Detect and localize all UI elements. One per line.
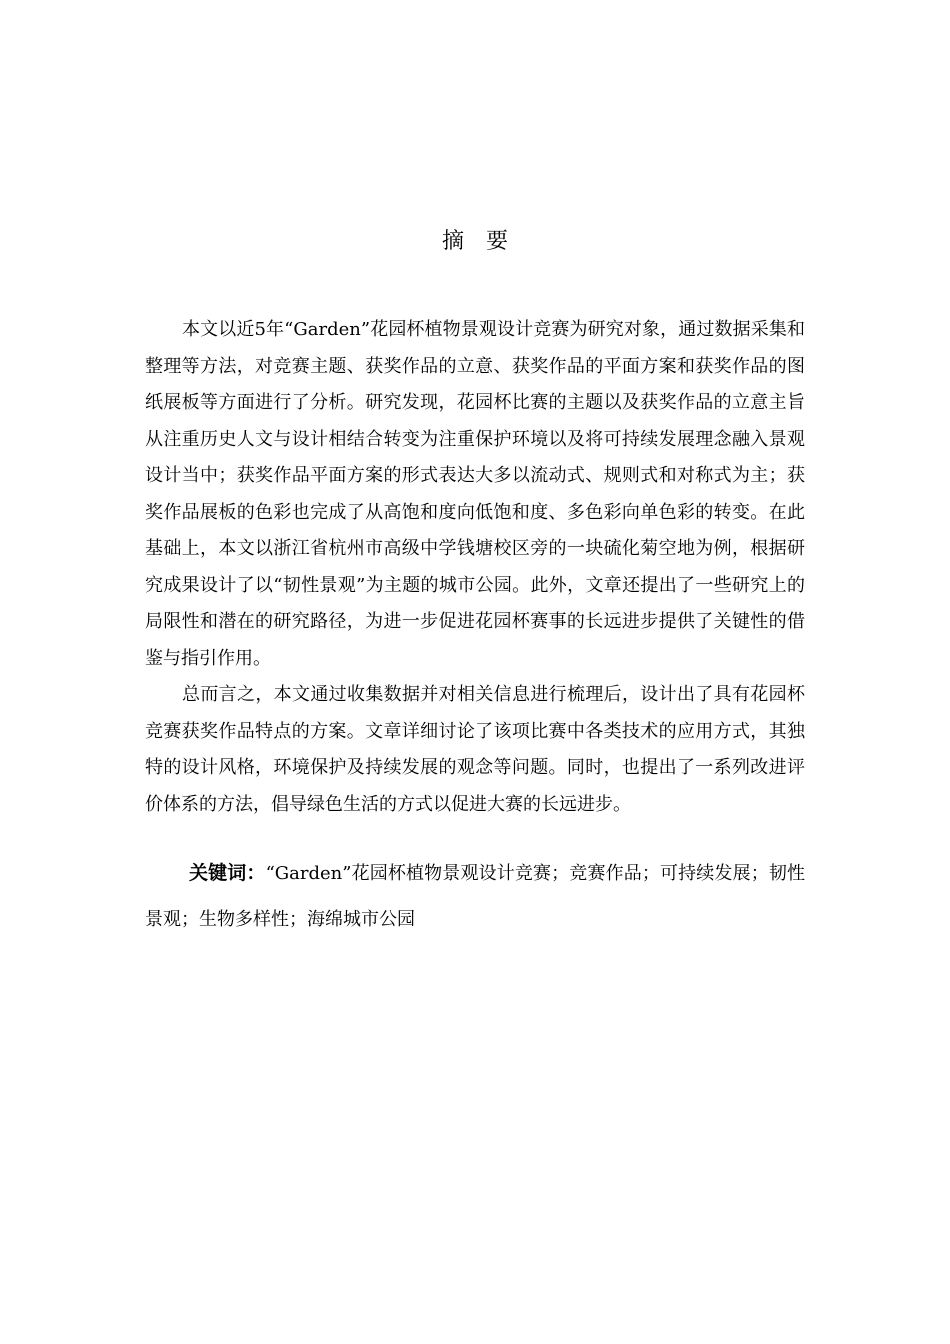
keywords-text: “Garden”花园杯植物景观设计竞赛；竞赛作品；可持续发展；韧性景观；生物多样性；海绵城市公园 bbox=[145, 863, 805, 930]
keywords-label: 关键词： bbox=[189, 862, 266, 884]
keywords-block bbox=[145, 850, 805, 943]
abstract-paragraph-1: 本文以近5年“Garden”花园杯植物景观设计竞赛为研究对象，通过数据采集和整理等方法，对竞赛主题、获奖作品的立意、获奖作品的平面方案和获奖作品的图纸展板等方面进行了分析。研究发现，花园杯比赛的主题以及获奖作品的立意主旨从注重历史人文与设计相结合转变为注重保护环境以及将可持续发展理念融入景观设计当中；获奖作品平面方案的形式表达大多以流动式、规则式和对称式为主；获奖作品展板的色彩也完成了从高饱和度向低饱和度、多色彩向单色彩的转变。在此基础上，本文以浙江省杭州市高级中学钱塘校区旁的一块硫化菊空地为例，根据研究成果设计了以“韧性景观”为主题的城市公园。此外，文章还提出了一些研究上的局限性和潜在的研究路径，为进一步促进花园杯赛事的长远进步提供了关键性的借鉴与指引作用。 bbox=[145, 319, 805, 669]
abstract-title: 摘要 bbox=[441, 229, 530, 254]
abstract-body bbox=[145, 312, 805, 823]
abstract-paragraph-2: 总而言之，本文通过收集数据并对相关信息进行梳理后，设计出了具有花园杯竞赛获奖作品特点的方案。文章详细讨论了该项比赛中各类技术的应用方式，其独特的设计风格，环境保护及持续发展的观念等问题。同时，也提出了一系列改进评价体系的方法，倡导绿色生活的方式以促进大赛的长远进步。 bbox=[145, 684, 805, 815]
